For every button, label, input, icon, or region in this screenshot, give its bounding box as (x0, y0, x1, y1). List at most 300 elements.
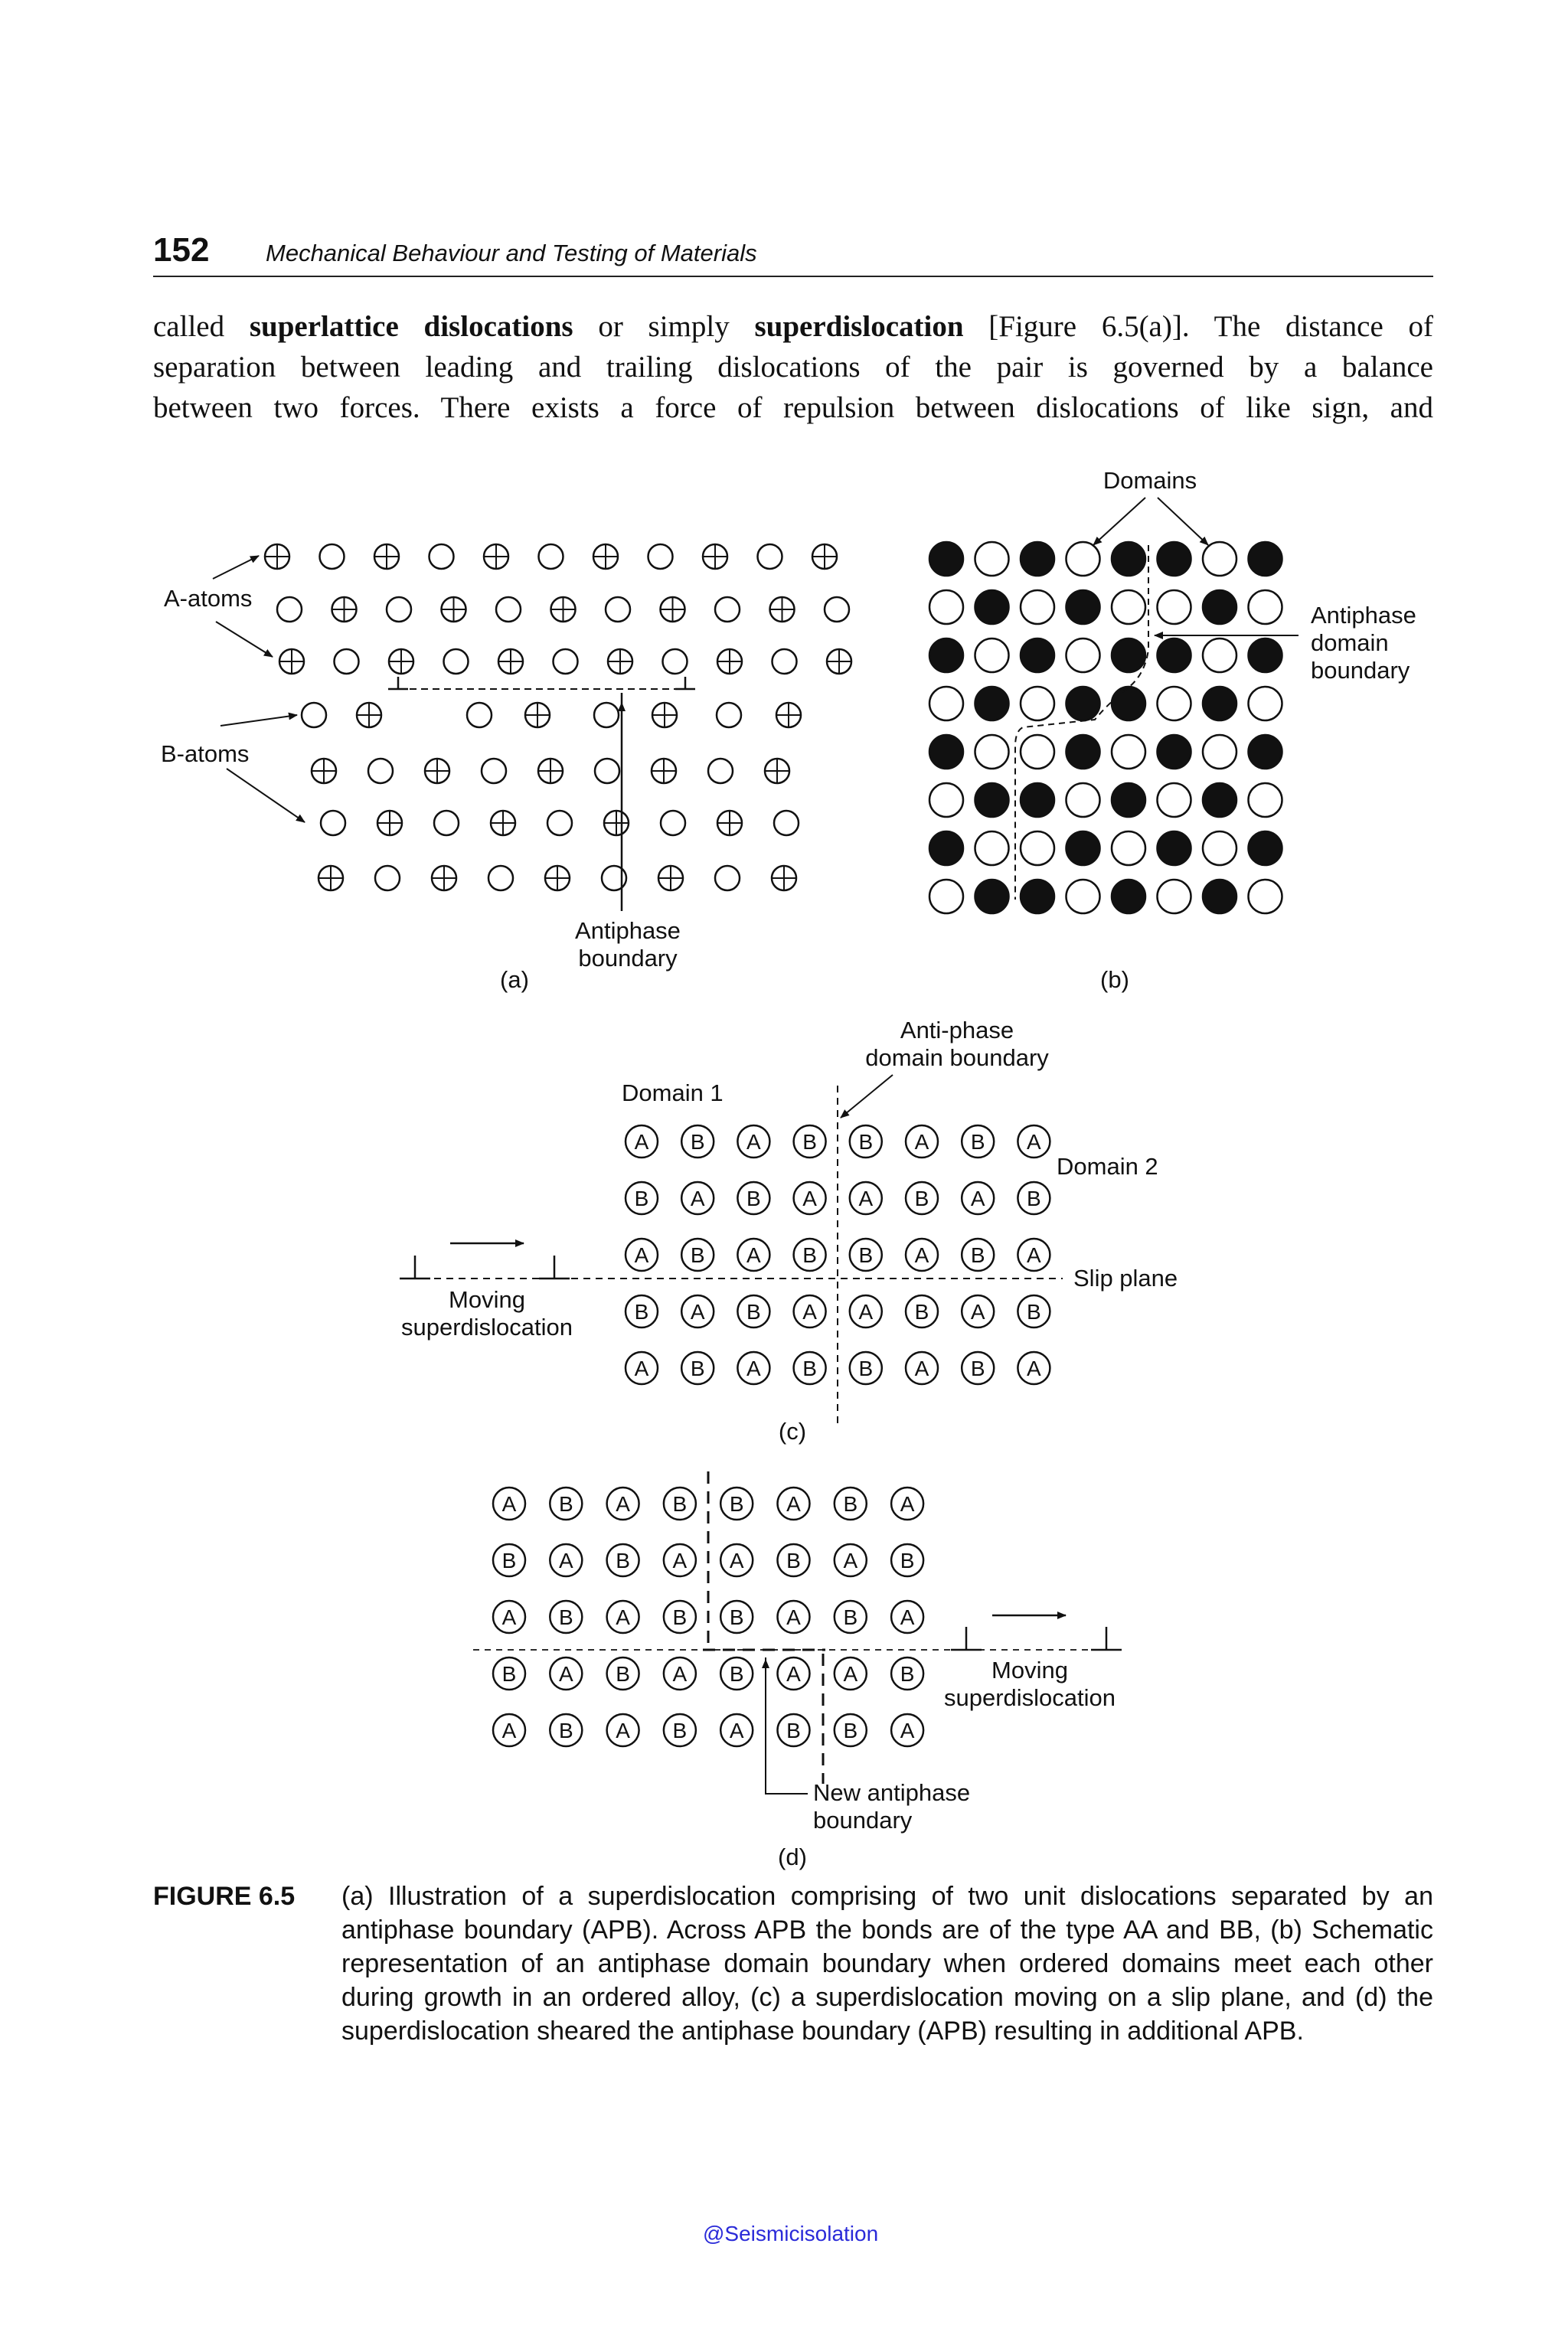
panel-b-sublabel: (b) (1100, 966, 1129, 993)
atom-a (664, 1657, 696, 1690)
svg-text:A: A (672, 1662, 688, 1686)
b-atom (594, 703, 619, 727)
panel-d-new-apb-label: New antiphase (813, 1779, 971, 1806)
atom-a (550, 1544, 582, 1576)
open-atom (1249, 590, 1282, 624)
svg-text:B: B (858, 1357, 874, 1380)
atom-a (850, 1182, 882, 1214)
svg-text:A: A (843, 1662, 858, 1686)
svg-text:B: B (1027, 1300, 1041, 1324)
svg-text:A: A (746, 1357, 761, 1380)
open-atom (1067, 880, 1100, 913)
body-line-3: between two forces. There exists a force of repulsion between dislocations of like sign, and (153, 391, 1433, 424)
body-text-fragment: or simply (573, 310, 755, 343)
atom-b (891, 1544, 923, 1576)
open-atom (1021, 831, 1054, 865)
filled-atom (1112, 880, 1145, 913)
atom-b (850, 1352, 882, 1384)
atom-b (737, 1182, 769, 1214)
svg-text:A: A (729, 1719, 744, 1742)
svg-text:B: B (802, 1243, 817, 1267)
svg-text:A: A (501, 1719, 517, 1742)
atom-b (681, 1352, 714, 1384)
atom-a (681, 1182, 714, 1214)
a-atoms-label: A-atoms (164, 585, 253, 612)
a-atom (425, 759, 449, 783)
atom-b (906, 1295, 938, 1328)
atom-a (794, 1182, 826, 1214)
atom-b (850, 1125, 882, 1158)
atom-b (794, 1352, 826, 1384)
svg-text:B: B (729, 1605, 744, 1629)
b-atom (488, 866, 513, 890)
open-atom (975, 638, 1009, 672)
atom-b (664, 1601, 696, 1633)
atom-a (891, 1714, 923, 1746)
open-atom (929, 687, 963, 720)
svg-text:B: B (786, 1549, 801, 1572)
svg-text:B: B (970, 1243, 985, 1267)
svg-text:A: A (786, 1492, 801, 1516)
a-atom (765, 759, 789, 783)
atom-b (681, 1239, 714, 1271)
open-atom (1203, 638, 1236, 672)
atom-a (906, 1352, 938, 1384)
open-atom (1249, 783, 1282, 817)
b-atom (467, 703, 492, 727)
b-atom (595, 759, 619, 783)
svg-text:B: B (843, 1605, 858, 1629)
filled-atom (1249, 542, 1282, 576)
atom-b (626, 1295, 658, 1328)
filled-atom (1249, 831, 1282, 865)
svg-text:A: A (900, 1605, 915, 1629)
atom-b (794, 1125, 826, 1158)
a-atom (484, 544, 508, 569)
svg-text:A: A (616, 1492, 630, 1516)
svg-text:A: A (858, 1187, 874, 1210)
a-atom (652, 759, 676, 783)
dislocation-symbol (675, 677, 695, 689)
atom-a (794, 1295, 826, 1328)
atom-a (850, 1295, 882, 1328)
svg-text:A: A (634, 1357, 649, 1380)
svg-text:A: A (786, 1662, 801, 1686)
atom-b (794, 1239, 826, 1271)
a-atom (265, 544, 289, 569)
svg-text:A: A (858, 1300, 874, 1324)
svg-text:B: B (634, 1187, 649, 1210)
open-atom (1112, 831, 1145, 865)
b-atom (774, 811, 799, 835)
filled-atom (1158, 638, 1191, 672)
filled-atom (929, 638, 963, 672)
svg-text:B: B (672, 1605, 688, 1629)
svg-text:B: B (914, 1187, 929, 1210)
svg-text:B: B (1027, 1187, 1041, 1210)
atom-b (550, 1601, 582, 1633)
atom-a (835, 1544, 867, 1576)
filled-atom (1112, 687, 1145, 720)
atom-b (664, 1714, 696, 1746)
svg-text:B: B (558, 1605, 573, 1629)
panel-a-lattice (265, 544, 851, 890)
domain-1-label: Domain 1 (622, 1079, 724, 1106)
svg-text:B: B (672, 1492, 688, 1516)
svg-text:B: B (900, 1549, 915, 1572)
atom-b (962, 1125, 994, 1158)
atom-b (962, 1352, 994, 1384)
svg-text:A: A (914, 1243, 929, 1267)
svg-text:B: B (900, 1662, 915, 1686)
a-atom (525, 703, 550, 727)
filled-atom (929, 735, 963, 769)
svg-text:A: A (970, 1300, 985, 1324)
atom-b (607, 1657, 639, 1690)
b-atom (539, 544, 564, 569)
filled-atom (1112, 783, 1145, 817)
b-atom (368, 759, 393, 783)
svg-text:A: A (729, 1549, 744, 1572)
a-atom (608, 649, 632, 674)
svg-text:B: B (970, 1130, 985, 1154)
a-atom (812, 544, 837, 569)
panel-b-domain-grid (929, 542, 1282, 913)
svg-text:B: B (634, 1300, 649, 1324)
atom-a (835, 1657, 867, 1690)
filled-atom (1158, 831, 1191, 865)
atom-b (493, 1657, 525, 1690)
open-atom (1249, 687, 1282, 720)
open-atom (1112, 590, 1145, 624)
filled-atom (1021, 638, 1054, 672)
filled-atom (975, 687, 1009, 720)
atom-a (607, 1714, 639, 1746)
filled-atom (1067, 831, 1100, 865)
atom-a (664, 1544, 696, 1576)
b-atoms-arrow (220, 715, 297, 726)
panel-c-apb-label: domain boundary (865, 1044, 1049, 1071)
b-atom (482, 759, 506, 783)
open-atom (1021, 590, 1054, 624)
body-line-2: separation between leading and trailing dislocations of the pair is governed by a balance (153, 351, 1433, 384)
atom-b (906, 1182, 938, 1214)
filled-atom (1112, 542, 1145, 576)
svg-text:B: B (843, 1492, 858, 1516)
domains-label: Domains (1102, 467, 1197, 494)
domains-arrow (1093, 498, 1145, 545)
a-atom (432, 866, 456, 890)
filled-atom (1249, 638, 1282, 672)
svg-text:B: B (616, 1549, 630, 1572)
svg-text:A: A (558, 1662, 573, 1686)
a-atom (279, 649, 304, 674)
a-atom (776, 703, 801, 727)
term-superlattice-dislocations: superlattice dislocations (249, 310, 573, 343)
a-atom (717, 811, 742, 835)
svg-text:B: B (690, 1243, 705, 1267)
atom-a (737, 1352, 769, 1384)
filled-atom (1112, 638, 1145, 672)
svg-text:A: A (501, 1605, 517, 1629)
filled-atom (1067, 687, 1100, 720)
svg-text:A: A (690, 1300, 705, 1324)
panel-c-apb-arrow (841, 1075, 893, 1118)
a-atoms-arrow (216, 622, 273, 657)
slip-plane-label: Slip plane (1073, 1265, 1178, 1292)
atom-b (681, 1125, 714, 1158)
a-atom (332, 597, 357, 622)
atom-b (720, 1657, 753, 1690)
a-atom (491, 811, 515, 835)
a-atom (498, 649, 523, 674)
filled-atom (929, 542, 963, 576)
svg-text:A: A (501, 1492, 517, 1516)
atom-a (906, 1239, 938, 1271)
open-atom (1067, 638, 1100, 672)
b-atom (320, 544, 345, 569)
svg-text:B: B (672, 1719, 688, 1742)
panel-a-sublabel: (a) (500, 966, 529, 993)
atom-b (493, 1544, 525, 1576)
panel-a-apb-label: Antiphase (575, 917, 681, 944)
atom-a (626, 1125, 658, 1158)
b-atom (648, 544, 673, 569)
dislocation-symbol (388, 677, 408, 689)
atom-b (835, 1488, 867, 1520)
atom-b (891, 1657, 923, 1690)
atom-b (1018, 1182, 1050, 1214)
b-atom (758, 544, 782, 569)
atom-b (550, 1488, 582, 1520)
b-atom (434, 811, 459, 835)
atom-b (720, 1488, 753, 1520)
svg-text:A: A (970, 1187, 985, 1210)
open-atom (975, 735, 1009, 769)
atom-b (778, 1544, 810, 1576)
a-atom (770, 597, 795, 622)
b-atom (302, 703, 326, 727)
body-text-fragment: [Figure 6.5(a)]. The distance of (963, 310, 1434, 343)
open-atom (1158, 590, 1191, 624)
atom-a (962, 1182, 994, 1214)
panel-b-boundary-label: Antiphase (1311, 602, 1416, 629)
panel-d-moving-label: superdislocation (943, 1684, 1116, 1711)
atom-a (1018, 1239, 1050, 1271)
open-atom (1112, 735, 1145, 769)
a-atom (389, 649, 413, 674)
panel-c-sublabel: (c) (778, 1418, 807, 1445)
b-atom (444, 649, 469, 674)
b-atom (661, 811, 685, 835)
open-atom (1021, 687, 1054, 720)
atom-a (778, 1488, 810, 1520)
b-atom (277, 597, 302, 622)
open-atom (1203, 542, 1236, 576)
open-atom (1067, 783, 1100, 817)
svg-text:A: A (558, 1549, 573, 1572)
panel-d (473, 1471, 1122, 1870)
svg-text:A: A (914, 1357, 929, 1380)
watermark: @Seismicisolation (703, 2222, 879, 2245)
svg-text:B: B (690, 1357, 705, 1380)
b-atom (708, 759, 733, 783)
atom-a (720, 1714, 753, 1746)
b-atom (717, 703, 741, 727)
a-atom (772, 866, 796, 890)
atom-b (664, 1488, 696, 1520)
a-atom (652, 703, 677, 727)
panel-b (929, 467, 1416, 993)
svg-text:B: B (501, 1662, 517, 1686)
open-atom (1203, 735, 1236, 769)
filled-atom (1203, 687, 1236, 720)
filled-atom (1249, 735, 1282, 769)
atom-b (720, 1601, 753, 1633)
svg-text:A: A (746, 1130, 761, 1154)
b-atom (825, 597, 849, 622)
panel-c (400, 1017, 1178, 1445)
svg-text:A: A (616, 1605, 630, 1629)
svg-text:B: B (558, 1719, 573, 1742)
atom-b (778, 1714, 810, 1746)
atom-a (1018, 1352, 1050, 1384)
svg-text:A: A (1027, 1130, 1041, 1154)
open-atom (1158, 880, 1191, 913)
b-atom (496, 597, 521, 622)
atom-a (1018, 1125, 1050, 1158)
panel-b-boundary-label: domain (1311, 629, 1389, 656)
page-number: 152 (153, 231, 210, 269)
filled-atom (1158, 735, 1191, 769)
open-atom (1249, 880, 1282, 913)
open-atom (1021, 735, 1054, 769)
a-atom (538, 759, 563, 783)
domains-arrow (1158, 498, 1208, 545)
a-atom (551, 597, 576, 622)
dislocation-symbol (1091, 1627, 1122, 1650)
body-text-fragment: called (153, 310, 250, 343)
atom-a (493, 1488, 525, 1520)
filled-atom (975, 590, 1009, 624)
atom-b (1018, 1295, 1050, 1328)
b-atom (606, 597, 630, 622)
filled-atom (1021, 880, 1054, 913)
svg-text:A: A (914, 1130, 929, 1154)
atom-a (493, 1601, 525, 1633)
atom-a (906, 1125, 938, 1158)
atom-b (835, 1714, 867, 1746)
a-atoms-arrow (213, 556, 259, 579)
b-atom (430, 544, 454, 569)
a-atom (658, 866, 683, 890)
a-atom (703, 544, 727, 569)
open-atom (929, 783, 963, 817)
atom-a (891, 1601, 923, 1633)
atom-a (626, 1239, 658, 1271)
svg-text:A: A (616, 1719, 630, 1742)
filled-atom (1203, 783, 1236, 817)
svg-text:B: B (858, 1130, 874, 1154)
atom-b (835, 1601, 867, 1633)
svg-text:A: A (802, 1300, 817, 1324)
svg-text:B: B (786, 1719, 801, 1742)
atom-a (626, 1352, 658, 1384)
caption-text: (a) Illustration of a superdislocation comprising of two unit dislocations separated by an antiphase boundary (APB). Across APB the bonds are of the type AA and BB, (b) Schematic representation of an antiphase domain boundary when ordered domains meet each other during growth in an ordered alloy, (c) a superdislocation moving on a slip plane, and (d) the superdislocation sheared the antiphase boundary (APB) resulting in additional APB. (341, 1882, 1433, 2046)
atom-b (850, 1239, 882, 1271)
svg-text:B: B (746, 1187, 761, 1210)
atom-b (550, 1714, 582, 1746)
a-atom (374, 544, 399, 569)
panel-a-apb-label: boundary (578, 945, 678, 972)
panel-d-moving-label: Moving (991, 1657, 1068, 1683)
a-atom (318, 866, 343, 890)
svg-text:A: A (672, 1549, 688, 1572)
svg-text:B: B (690, 1130, 705, 1154)
filled-atom (1203, 880, 1236, 913)
atom-a (962, 1295, 994, 1328)
dislocation-symbol (539, 1256, 570, 1279)
atom-b (607, 1544, 639, 1576)
atom-b (626, 1182, 658, 1214)
svg-text:B: B (558, 1492, 573, 1516)
svg-text:A: A (843, 1549, 858, 1572)
open-atom (929, 880, 963, 913)
a-atom (442, 597, 466, 622)
atom-a (737, 1239, 769, 1271)
b-atom (715, 597, 740, 622)
b-atoms-label: B-atoms (161, 740, 250, 767)
running-title: Mechanical Behaviour and Testing of Materials (266, 240, 757, 266)
b-atom (773, 649, 797, 674)
term-superdislocation: superdislocation (754, 310, 964, 343)
a-atom (827, 649, 851, 674)
a-atom (377, 811, 402, 835)
b-atom (321, 811, 345, 835)
atom-a (681, 1295, 714, 1328)
panel-c-moving-label: superdislocation (400, 1314, 573, 1341)
b-atoms-arrow (227, 769, 305, 822)
filled-atom (975, 783, 1009, 817)
svg-text:B: B (729, 1492, 744, 1516)
open-atom (975, 542, 1009, 576)
open-atom (1158, 783, 1191, 817)
svg-text:A: A (1027, 1357, 1041, 1380)
svg-text:B: B (843, 1719, 858, 1742)
svg-text:B: B (746, 1300, 761, 1324)
panel-b-boundary-label: boundary (1311, 657, 1410, 684)
a-atom (312, 759, 336, 783)
dislocation-symbol (400, 1256, 430, 1279)
atom-b (737, 1295, 769, 1328)
open-atom (1067, 542, 1100, 576)
atom-a (778, 1601, 810, 1633)
a-atom (545, 866, 570, 890)
svg-text:B: B (858, 1243, 874, 1267)
atom-a (607, 1601, 639, 1633)
b-atom (715, 866, 740, 890)
svg-text:A: A (634, 1130, 649, 1154)
a-atom (357, 703, 381, 727)
b-atom (335, 649, 359, 674)
svg-text:A: A (634, 1243, 649, 1267)
svg-text:A: A (900, 1719, 915, 1742)
filled-atom (929, 831, 963, 865)
panel-c-moving-label: Moving (449, 1286, 525, 1313)
svg-text:B: B (970, 1357, 985, 1380)
b-atom (663, 649, 688, 674)
filled-atom (1021, 542, 1054, 576)
